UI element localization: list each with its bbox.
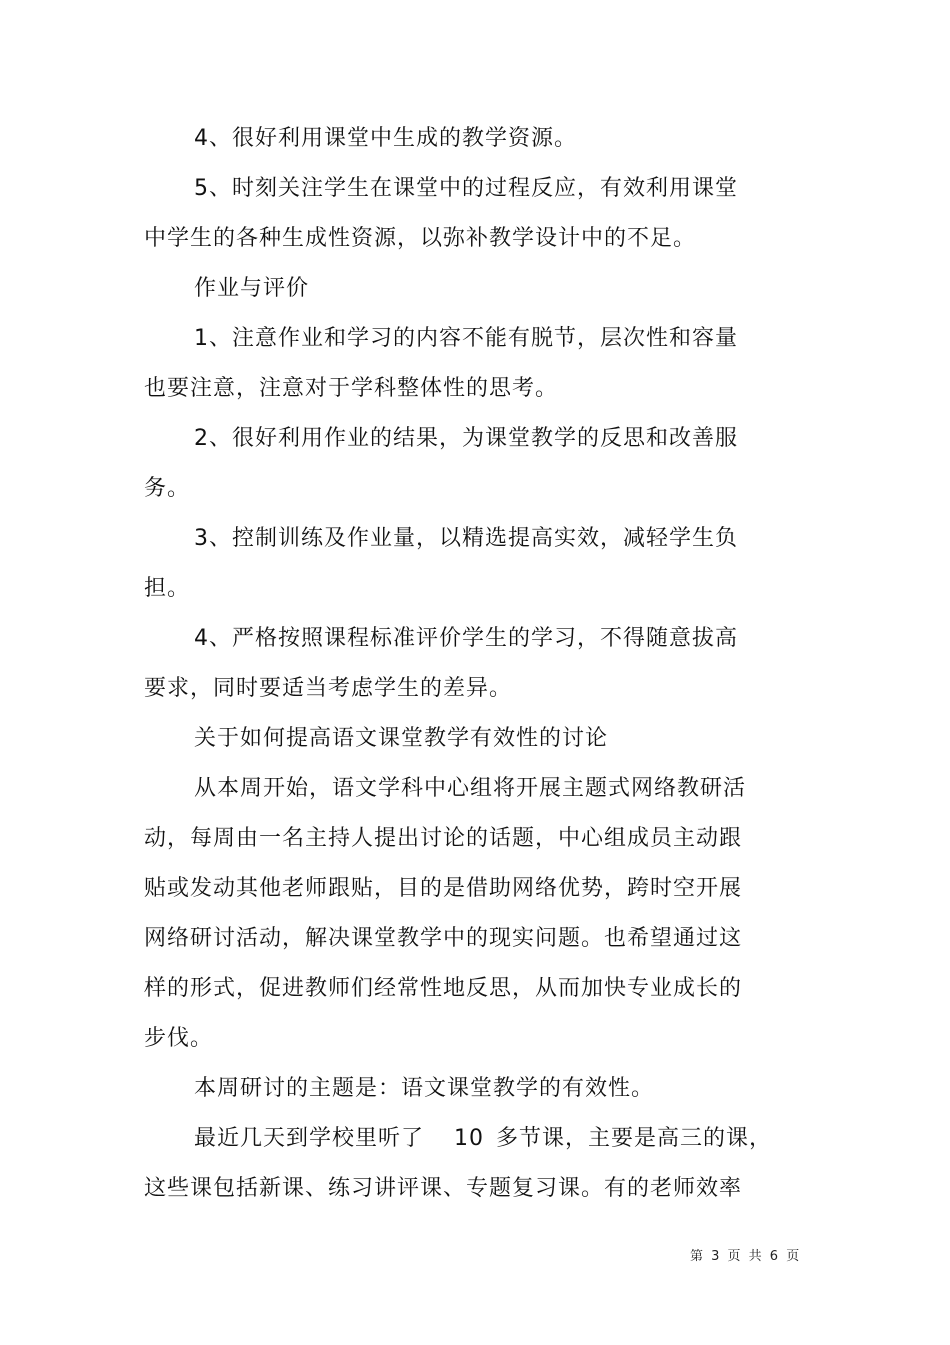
text-line: 5、时刻关注学生在课堂中的过程反应，有效利用课堂 xyxy=(194,176,738,201)
text-line: 4、严格按照课程标准评价学生的学习，不得随意拔高 xyxy=(194,626,738,651)
text-line xyxy=(194,1124,834,1154)
text-line: 担。 xyxy=(144,576,191,601)
number-value: 10 xyxy=(454,1126,485,1151)
text-line: 本周研讨的主题是：语文课堂教学的有效性。 xyxy=(194,1076,655,1101)
text-line: 从本周开始，语文学科中心组将开展主题式网络教研活 xyxy=(194,776,747,801)
text-segment: 多节课，主要是高三的课， xyxy=(496,1126,773,1151)
text-line: 样的形式，促进教师们经常性地反思，从而加快专业成长的 xyxy=(144,976,743,1001)
text-line: 贴或发动其他老师跟贴，目的是借助网络优势，跨时空开展 xyxy=(144,876,743,901)
section-heading: 关于如何提高语文课堂教学有效性的讨论 xyxy=(194,726,609,751)
text-line: 这些课包括新课、练习讲评课、专题复习课。有的老师效率 xyxy=(144,1176,743,1201)
section-heading: 作业与评价 xyxy=(194,276,310,301)
text-segment: 最近几天到学校里听了 xyxy=(194,1126,425,1151)
text-line: 步伐。 xyxy=(144,1026,214,1051)
text-line: 动，每周由一名主持人提出讨论的话题，中心组成员主动跟 xyxy=(144,826,743,851)
text-line: 要求，同时要适当考虑学生的差异。 xyxy=(144,676,513,701)
text-line: 4、很好利用课堂中生成的教学资源。 xyxy=(194,126,577,151)
text-line: 网络研讨活动，解决课堂教学中的现实问题。也希望通过这 xyxy=(144,926,743,951)
text-line: 务。 xyxy=(144,476,191,501)
text-line: 中学生的各种生成性资源，以弥补教学设计中的不足。 xyxy=(144,226,697,251)
text-line: 3、控制训练及作业量，以精选提高实效，减轻学生负 xyxy=(194,526,738,551)
text-line: 1、注意作业和学习的内容不能有脱节，层次性和容量 xyxy=(194,326,738,351)
text-line: 2、很好利用作业的结果，为课堂教学的反思和改善服 xyxy=(194,426,738,451)
page-number: 第 3 页 共 6 页 xyxy=(690,1249,802,1264)
text-line: 也要注意，注意对于学科整体性的思考。 xyxy=(144,376,559,401)
